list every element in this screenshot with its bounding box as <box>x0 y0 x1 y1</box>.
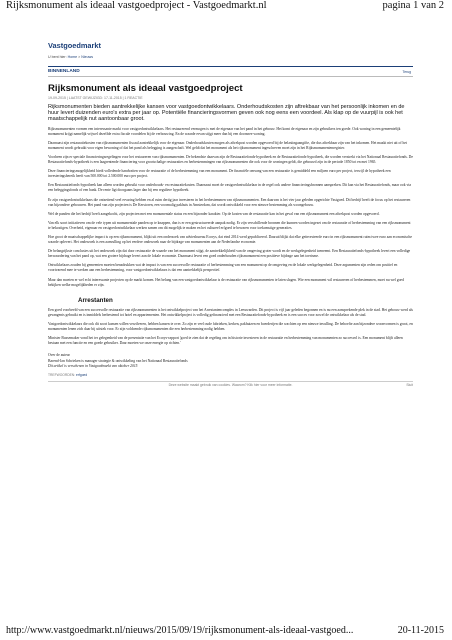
breadcrumb-home-link[interactable]: Home <box>67 55 78 59</box>
article-paragraph: Een goed voorbeeld van een succesvolle restauratie van rijksmonumenten is het ontwikkelproject van het Arrestantencomplex in Leeuwarden. Dit project is vijf jaar geleden begonnen en is nu een aansprekende plek in de stad. Het gebouw werd als gevangenis gebruikt en is inmiddels herbestemd tot hotel en appartementen. Het ontwikkelproject is volledig gefinancierd met een Restauratiefonds-hypotheek en is een succes voor zowel de ontwikkelaar als de stad. <box>48 307 413 317</box>
author-info <box>48 353 413 369</box>
tags-row <box>48 373 413 377</box>
article-title: Rijksmonument als ideaal vastgoedproject <box>48 83 243 94</box>
cookie-notice-text: Deze website maakt gebruik van cookies. Waarom? Klik hier voor meer informatie. <box>168 382 293 387</box>
article-paragraph: De belangrijkste conclusies uit het onderzoek zijn dat door restauratie de waarde van het monument stijgt, de aantrekkelijkheid van de omgeving groter wordt en de werkgelegenheid toeneemt. Een Restauratiefonds-hypotheek levert een volledige herwaardering van het pand op, wat een grotere bijdrage levert aan de lokale economie. Daarnaast levert een goed onderhouden rijksmonument een positieve bijdrage aan het toerisme. <box>48 249 411 259</box>
print-date: 20-11-2015 <box>397 625 444 636</box>
article-paragraph: Voorheen zijn er speciale financieringsregelingen voor het restaureren van rijksmonumenten. De bekendste daarvan zijn de Restauratiefonds-hypotheek en de Restauratiefonds-hypotheek, die worden verstrekt via het Nationaal Restauratiefonds. De Restauratiefonds-hypotheek is een laagrentende financiering voor grootschalige restauraties en herbestemmingen van rijksmonumenten die ook voor de woningen geldt, die gebouwd zijn in de periode 1850 tot en met 1965. <box>48 154 413 165</box>
article-paragraph: Minister Bussemaker vond het ter gelegenheid van de presentatie van het Ecorys-rapport 'goed te zien dat de regeling om in historie investeren in de restauratie en herbestemming van monumenten zo succesvol is. Een monument blijft alleen bestaan met een functie en een goede gebruiker. Daar moeten we onze energie op richten.' <box>48 336 403 346</box>
article-body <box>48 127 413 288</box>
cookie-notice <box>48 381 413 387</box>
print-url: http://www.vastgoedmarkt.nl/nieuws/2015/09/19/rijksmonument-als-ideaal-vastgoed... <box>6 625 354 636</box>
breadcrumb-prefix: U bent hier: <box>48 55 67 59</box>
print-page-title: Rijksmonument als ideaal vastgoedproject - Vastgoedmarkt.nl <box>6 0 267 11</box>
article-paragraph: Van elk soort initiatieven om de vele typen uit monumentale panden op te knappen, dan is er een gestructureerde aanpak nodig. Er zijn verschillende bronnen die kunnen worden ingezet om de restauratie of herbestemming van een rijksmonument te bekostigen. Overheid, eigenaar en vastgoedontwikkelaar werken samen om dit mogelijk te maken en het cultureel erfgoed te bewaren voor toekomstige generaties. <box>48 220 411 230</box>
site-logo[interactable]: Vastgoedmarkt <box>48 41 101 50</box>
article-paragraph: Wel de panden die het bedrijf heeft aangekocht, zijn projecten met een monumentale status en een bijzonder karakter. Op de kosten van de restauratie kan in het geval van een rijksmonument een aftrekpost worden opgevoerd. <box>48 211 380 216</box>
tag-link[interactable]: erfgoed <box>76 372 88 377</box>
back-link[interactable]: Terug <box>402 69 411 74</box>
article-lead: Rijksmonumenten bieden aantrekkelijke kansen voor vastgoedontwikkelaars. Onderhoudskosten zijn aftrekbaar van het persoonlijk inkomen en de huur levert duizenden euro's extra per jaar op. Potentiële financieringsvormen geven ook nog eens een voordeel. Als klap op de vuurpijl is ook het maatschappelijk nut aantoonbaar groot. <box>48 104 405 123</box>
breadcrumb <box>48 55 413 59</box>
print-footer <box>0 625 452 639</box>
breadcrumb-news-link[interactable]: Nieuws <box>81 55 94 59</box>
article-paragraph: Er zijn vastgoedontwikkelaars die ontzettend veel ervaring hebben en al ruim dertig jaar investeren in het herbestemmen van rijksmonumenten. Een daarvan is het vier jaar geleden opgerichte Vastgoed. Dit bedrijf heeft de focus op het restaureren van bijzondere gebouwen. Het pand van zijn projecten is De Kerstoren, een voormalig pakhuis in Amsterdam, dat wordt ontwikkeld voor een nieuwe bestemming als woongebouw. <box>48 197 411 207</box>
tags-label: TREFWOORDEN: <box>48 372 76 377</box>
article-paragraph: Maar dan moeten er wel echt interessante projecten op de markt komen. Het belang van een vastgoedontwikkelaar is de restauratie van rijksmonumenten te laten slagen. Wie een monument wil restaureren of herbestemmen, moet nu wel goed bekijken welke mogelijkheden er zijn. <box>48 277 404 287</box>
article-paragraph: Deze financieringsmogelijkheid biedt volledende handvatten voor de restauratie of de herbestemming van een monument. De financiële omvang van een restauratie is gemiddeld een miljoen euro per project, terwijl de hypotheek een investeringsbereik heeft van 500.000 tot 2.500.000 euro per project. <box>48 169 391 179</box>
article-subheading: Arrestanten <box>78 296 113 304</box>
printed-web-page <box>48 33 413 619</box>
article-paragraph: Rijksmonumenten vormen een interessante markt voor vastgoedontwikkelaars. Het restaurerend vermogen is met de eigenaar van het pand in het gebouw. Het komt de eigenaar en zijn gebruikers ten goede. Ook woning in een gemeentelijk monument krijgt namelijk vrijwel dezelfde extra fiscale voordelen bij de verbouwing. En de waarde ervan stijgt meer dan bij een doorsnee woning. <box>48 126 401 136</box>
article-paragraph: Daarnaast zijn restauratiekosten van rijksmonumenten fiscaal aantrekkelijk voor de eigenaar. Onderhoudskosten mogen als aftrekpost worden opgevoerd bij de belastingaangifte, die dus aftrekbaar zijn van het inkomen. Het maakt niet uit of het monument wordt gebruikt voor eigen bewoning of dat het pand als belegging is aangeschaft. Wel geldt dat het monument als het rijksmonument ingeschreven moet zijn in het Rijksmonumentenregister. <box>48 140 408 150</box>
author-bio: Barend-Jan Schrieken is manager strategie & ontwikkeling van het Nationaal Restauratiefonds <box>48 358 188 363</box>
article-meta: 19-09-2015 | LAATST GEWIJZIGD: 17-11-2015 | 1 REACTIE <box>48 96 143 100</box>
print-header <box>0 0 452 16</box>
article-paragraph: Vastgoedontwikkelaars die ook dit soort kansen willen verzilveren, hebben kansen te over. Zo zijn er veel oude fabrieken, kerken, pakhuizen en boerderijen die wachten op een nieuwe invulling. De behoefte aan bijzondere woonvormen is groot, en monumenten lenen zich daar bij uitstek voor. Er zijn voldoende rijksmonumenten die een herbestemming nodig hebben. <box>48 321 413 332</box>
section-bar <box>48 66 413 77</box>
cookie-close-button[interactable]: Sluit <box>406 382 413 387</box>
article-paragraph: Een Restauratiefonds-hypotheek kan alleen worden gebruikt voor onderhouds- en restauratiekosten. Daarnaast moet de vastgoedontwikkelaar in de regel ook andere financieringsbronnen aanspreken. Dit kan via het Restauratiefonds, maar ook via een beleggingsfonds of een bank. De rente ligt doorgaans lager dan bij een reguliere hypotheek. <box>48 183 411 193</box>
author-heading: Over de auteur <box>48 353 70 358</box>
publication-note: Dit artikel is verschenen in Vastgoedmarkt van oktober 2015 <box>48 364 138 369</box>
article-body-continued <box>48 308 413 347</box>
print-page-number: pagina 1 van 2 <box>382 0 444 11</box>
breadcrumb-separator: > <box>78 55 81 59</box>
article-paragraph: Ontwikkelaars zouden bij gemeenten moeten benadrukken wat de impact is van een succesvolle restauratie of herbestemming van een monument op de omgeving en de lokale werkgelegenheid. Deze argumenten zijn reden om positief en voortvarend mee te werken aan een herbestemming, voor vastgoedontwikkelaars is dat een aantrekkelijk perspectief. <box>48 263 398 273</box>
article-paragraph: Hoe groot de maatschappelijke impact is op een rijksmonument, blijkt uit een onderzoek van adviesbureau Ecorys, dat eind 2014 werd gepubliceerd. Daaruit blijkt dat elke geïnvesteerde euro in een rijksmonument ruim twee euro aan economische waarde oplevert. Het onderzoek is een aanvulling op het eerdere onderzoek naar de bijdrage van monumenten aan de Nederlandse economie. <box>48 235 413 245</box>
section-label: BINNENLAND <box>48 68 80 74</box>
